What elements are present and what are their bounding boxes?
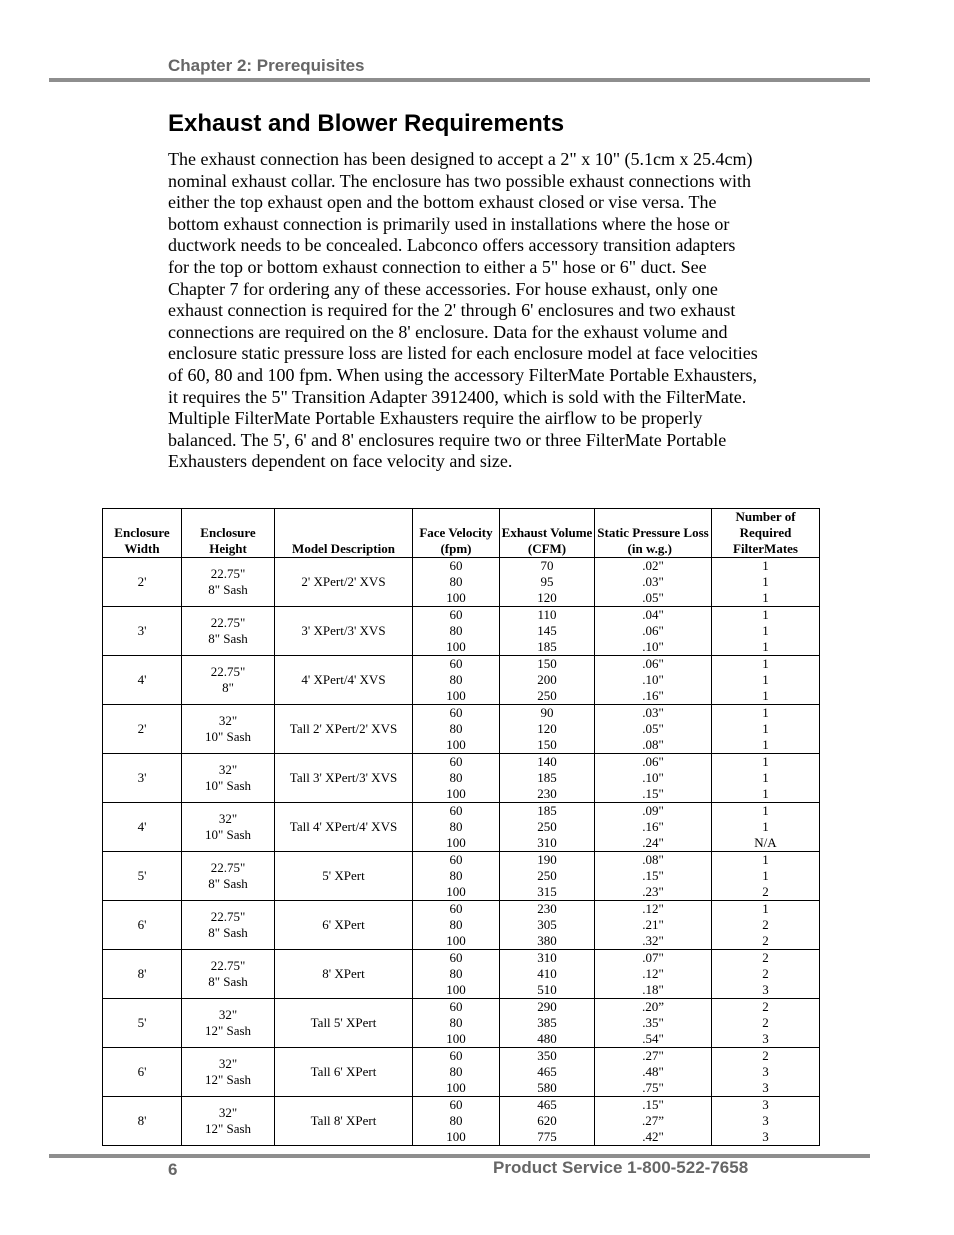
cell-exhaust-volume: 310 410 510 (500, 950, 595, 999)
cell-enclosure-width: 8' (103, 1097, 182, 1146)
cell-static-pressure-loss: .09" .16" .24" (595, 803, 712, 852)
cell-face-velocity: 60 80 100 (413, 852, 500, 901)
cell-model-description: Tall 2' XPert/2' XVS (275, 705, 413, 754)
cell-model-description: 6' XPert (275, 901, 413, 950)
cell-enclosure-width: 2' (103, 705, 182, 754)
cell-enclosure-width: 3' (103, 607, 182, 656)
table-row (103, 803, 820, 852)
col-header-enclosure-height: Enclosure Height (182, 509, 275, 558)
table-row (103, 999, 820, 1048)
cell-enclosure-width: 4' (103, 803, 182, 852)
cell-exhaust-volume: 140 185 230 (500, 754, 595, 803)
cell-exhaust-volume: 350 465 580 (500, 1048, 595, 1097)
cell-enclosure-width: 6' (103, 901, 182, 950)
cell-static-pressure-loss: .02" .03" .05" (595, 558, 712, 607)
cell-required-filtermates: 3 3 3 (712, 1097, 820, 1146)
cell-face-velocity: 60 80 100 (413, 558, 500, 607)
cell-required-filtermates: 1 1 1 (712, 656, 820, 705)
cell-face-velocity: 60 80 100 (413, 607, 500, 656)
cell-model-description: Tall 8' XPert (275, 1097, 413, 1146)
cell-enclosure-width: 4' (103, 656, 182, 705)
col-header-static-pressure-loss: Static Pressure Loss (in w.g.) (595, 509, 712, 558)
cell-exhaust-volume: 290 385 480 (500, 999, 595, 1048)
table-row (103, 656, 820, 705)
product-service-phone: Product Service 1-800-522-7658 (493, 1158, 749, 1177)
table-row (103, 607, 820, 656)
cell-model-description: 3' XPert/3' XVS (275, 607, 413, 656)
cell-model-description: Tall 5' XPert (275, 999, 413, 1048)
cell-enclosure-width: 3' (103, 754, 182, 803)
cell-face-velocity: 60 80 100 (413, 901, 500, 950)
cell-face-velocity: 60 80 100 (413, 950, 500, 999)
cell-model-description: Tall 6' XPert (275, 1048, 413, 1097)
cell-model-description: Tall 4' XPert/4' XVS (275, 803, 413, 852)
col-header-required-filtermates: Number of Required FilterMates (712, 509, 820, 558)
cell-required-filtermates: 1 1 1 (712, 607, 820, 656)
cell-exhaust-volume: 90 120 150 (500, 705, 595, 754)
col-header-enclosure-width: Enclosure Width (103, 509, 182, 558)
cell-static-pressure-loss: .15" .27” .42" (595, 1097, 712, 1146)
table-header-row (103, 509, 820, 558)
cell-model-description: 2' XPert/2' XVS (275, 558, 413, 607)
cell-required-filtermates: 1 2 2 (712, 901, 820, 950)
cell-exhaust-volume: 465 620 775 (500, 1097, 595, 1146)
cell-exhaust-volume: 190 250 315 (500, 852, 595, 901)
cell-exhaust-volume: 150 200 250 (500, 656, 595, 705)
header-rule (49, 78, 870, 82)
page-number: 6 (168, 1160, 178, 1179)
cell-exhaust-volume: 230 305 380 (500, 901, 595, 950)
body-paragraph: The exhaust connection has been designed to accept a 2" x 10" (5.1cm x 25.4cm) nominal exhaust collar. The enclosure has two possible exhaust connections with either the top exhaust open and the bottom exhaust closed or vise versa. The bottom exhaust connection is primarily used in installations where the hose or ductwork needs to be concealed. Labconco offers accessory transition adapters for the top or bottom exhaust connection to either a 5" hose or 6" duct. See Chapter 7 for ordering any of these accessories. For house exhaust, only one exhaust connection is required for the 2' through 6' enclosures and two exhaust connections are required on the 8' enclosure. Data for the exhaust volume and enclosure static pressure loss are listed for each enclosure model at face velocities of 60, 80 and 100 fpm. When using the accessory FilterMate Portable Exhausters, it requires the 5" Transition Adapter 3912400, which is sold with the FilterMate. Multiple FilterMate Portable Exhausters require the airflow to be properly balanced. The 5', 6' and 8' enclosures require two or three FilterMate Portable Exhausters dependent on face velocity and size. (168, 149, 758, 472)
cell-face-velocity: 60 80 100 (413, 1048, 500, 1097)
cell-static-pressure-loss: .20” .35" .54" (595, 999, 712, 1048)
table-row (103, 754, 820, 803)
cell-enclosure-height: 32" 10" Sash (182, 705, 275, 754)
col-header-exhaust-volume: Exhaust Volume (CFM) (500, 509, 595, 558)
cell-face-velocity: 60 80 100 (413, 1097, 500, 1146)
cell-exhaust-volume: 185 250 310 (500, 803, 595, 852)
cell-enclosure-height: 32" 12" Sash (182, 1048, 275, 1097)
cell-enclosure-height: 22.75" 8" Sash (182, 607, 275, 656)
cell-required-filtermates: 2 2 3 (712, 999, 820, 1048)
table-row (103, 901, 820, 950)
cell-enclosure-width: 5' (103, 999, 182, 1048)
cell-enclosure-width: 6' (103, 1048, 182, 1097)
cell-face-velocity: 60 80 100 (413, 999, 500, 1048)
cell-enclosure-height: 22.75" 8" Sash (182, 558, 275, 607)
cell-model-description: 8' XPert (275, 950, 413, 999)
cell-required-filtermates: 1 1 2 (712, 852, 820, 901)
cell-enclosure-height: 22.75" 8" Sash (182, 950, 275, 999)
table-row (103, 852, 820, 901)
col-header-face-velocity: Face Velocity (fpm) (413, 509, 500, 558)
table-row (103, 558, 820, 607)
cell-static-pressure-loss: .04" .06" .10" (595, 607, 712, 656)
cell-enclosure-height: 22.75" 8" (182, 656, 275, 705)
col-header-model-description: Model Description (275, 509, 413, 558)
cell-required-filtermates: 2 2 3 (712, 950, 820, 999)
page-title: Exhaust and Blower Requirements (168, 110, 565, 137)
cell-static-pressure-loss: .07" .12" .18" (595, 950, 712, 999)
cell-face-velocity: 60 80 100 (413, 754, 500, 803)
cell-face-velocity: 60 80 100 (413, 803, 500, 852)
cell-required-filtermates: 1 1 1 (712, 705, 820, 754)
cell-face-velocity: 60 80 100 (413, 656, 500, 705)
cell-exhaust-volume: 110 145 185 (500, 607, 595, 656)
chapter-header: Chapter 2: Prerequisites (168, 56, 365, 75)
cell-model-description: 4' XPert/4' XVS (275, 656, 413, 705)
cell-required-filtermates: 1 1 N/A (712, 803, 820, 852)
cell-enclosure-height: 32" 12" Sash (182, 999, 275, 1048)
table-body (103, 558, 820, 1146)
cell-required-filtermates: 1 1 1 (712, 558, 820, 607)
cell-static-pressure-loss: .06" .10" .16" (595, 656, 712, 705)
cell-enclosure-height: 32" 10" Sash (182, 754, 275, 803)
cell-enclosure-width: 2' (103, 558, 182, 607)
cell-model-description: Tall 3' XPert/3' XVS (275, 754, 413, 803)
cell-model-description: 5' XPert (275, 852, 413, 901)
cell-enclosure-width: 5' (103, 852, 182, 901)
exhaust-requirements-table (102, 508, 820, 1146)
table-row (103, 1097, 820, 1146)
table-row (103, 950, 820, 999)
cell-static-pressure-loss: .03" .05" .08" (595, 705, 712, 754)
cell-face-velocity: 60 80 100 (413, 705, 500, 754)
cell-static-pressure-loss: .27" .48" .75" (595, 1048, 712, 1097)
cell-enclosure-height: 32" 10" Sash (182, 803, 275, 852)
cell-required-filtermates: 2 3 3 (712, 1048, 820, 1097)
cell-exhaust-volume: 70 95 120 (500, 558, 595, 607)
cell-enclosure-width: 8' (103, 950, 182, 999)
cell-required-filtermates: 1 1 1 (712, 754, 820, 803)
cell-enclosure-height: 22.75" 8" Sash (182, 852, 275, 901)
table-row (103, 1048, 820, 1097)
cell-enclosure-height: 32" 12" Sash (182, 1097, 275, 1146)
cell-static-pressure-loss: .08" .15" .23" (595, 852, 712, 901)
cell-enclosure-height: 22.75" 8" Sash (182, 901, 275, 950)
cell-static-pressure-loss: .12" .21" .32" (595, 901, 712, 950)
cell-static-pressure-loss: .06" .10" .15" (595, 754, 712, 803)
table-row (103, 705, 820, 754)
exhaust-requirements-table-wrapper (102, 508, 819, 1146)
